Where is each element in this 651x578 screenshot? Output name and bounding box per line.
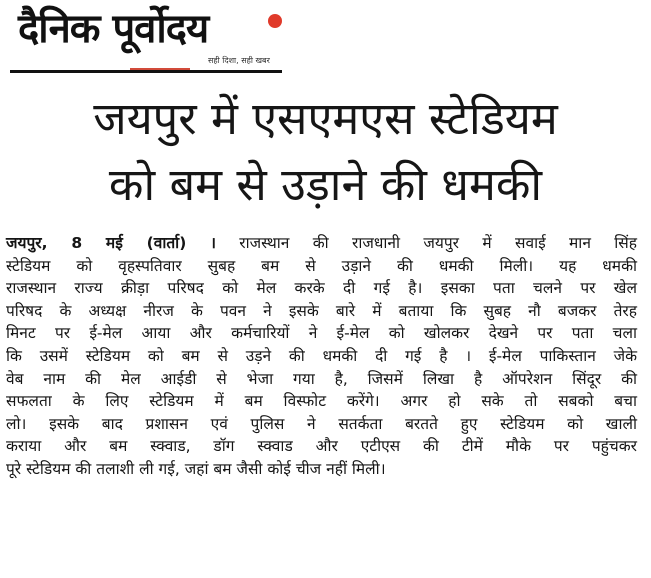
article-line: राजस्थान राज्य क्रीड़ा परिषद को मेल करके दी गई है। इसका पता चलने पर खेल bbox=[6, 279, 637, 298]
newspaper-logo: दैनिक पूर्वोदय bbox=[18, 6, 209, 52]
article-line: सफलता के लिए स्टेडियम में बम विस्फोट करेंगे। अगर हो सके तो सबको बचा bbox=[6, 392, 637, 411]
article-dateline: जयपुर, 8 मई (वार्ता) । bbox=[6, 234, 216, 252]
article-line: कराया और बम स्क्वाड, डॉग स्क्वाड और एटीएस की टीमें मौके पर पहुंचकर bbox=[6, 437, 637, 456]
masthead bbox=[10, 4, 290, 74]
article-line: वेब नाम की मेल आईडी से भेजा गया है, जिसमें लिखा है ऑपरेशन सिंदूर की bbox=[6, 369, 637, 388]
article-line: स्टेडियम को वृहस्पतिवार सुबह बम से उड़ाने की धमकी मिली। यह धमकी bbox=[6, 256, 637, 275]
article-line: मिनट पर ई-मेल आया और कर्मचारियों ने ई-मेल को खोलकर देखने पर पता चला bbox=[6, 324, 637, 343]
article-line: लो। इसके बाद प्रशासन एवं पुलिस ने सतर्कता बरतते हुए स्टेडियम को खाली bbox=[6, 414, 637, 433]
logo-sun-icon bbox=[268, 14, 282, 28]
article-body bbox=[6, 232, 637, 481]
article-line: कि उसमें स्टेडियम को बम से उड़ने की धमकी दी गई है । ई-मेल पाकिस्तान जेके bbox=[6, 346, 637, 365]
masthead-rule bbox=[10, 70, 282, 73]
headline-line-2: को बम से उड़ाने की धमकी bbox=[108, 158, 543, 211]
headline bbox=[10, 86, 641, 218]
article-line: पूरे स्टेडियम की तलाशी ली गई, जहां बम जैसी कोई चीज नहीं मिली। bbox=[6, 459, 386, 478]
article-line: परिषद के अध्यक्ष नीरज के पवन ने इसके बारे में बताया कि सुबह नौ बजकर तेरह bbox=[6, 301, 637, 320]
article-line-text: राजस्थान की राजधानी जयपुर में सवाई मान सिंह bbox=[215, 234, 637, 252]
headline-line-1: जयपुर में एसएमएस स्टेडियम bbox=[93, 92, 558, 145]
masthead-tagline: सही दिशा, सही खबर bbox=[208, 56, 270, 65]
article-line bbox=[6, 232, 637, 255]
